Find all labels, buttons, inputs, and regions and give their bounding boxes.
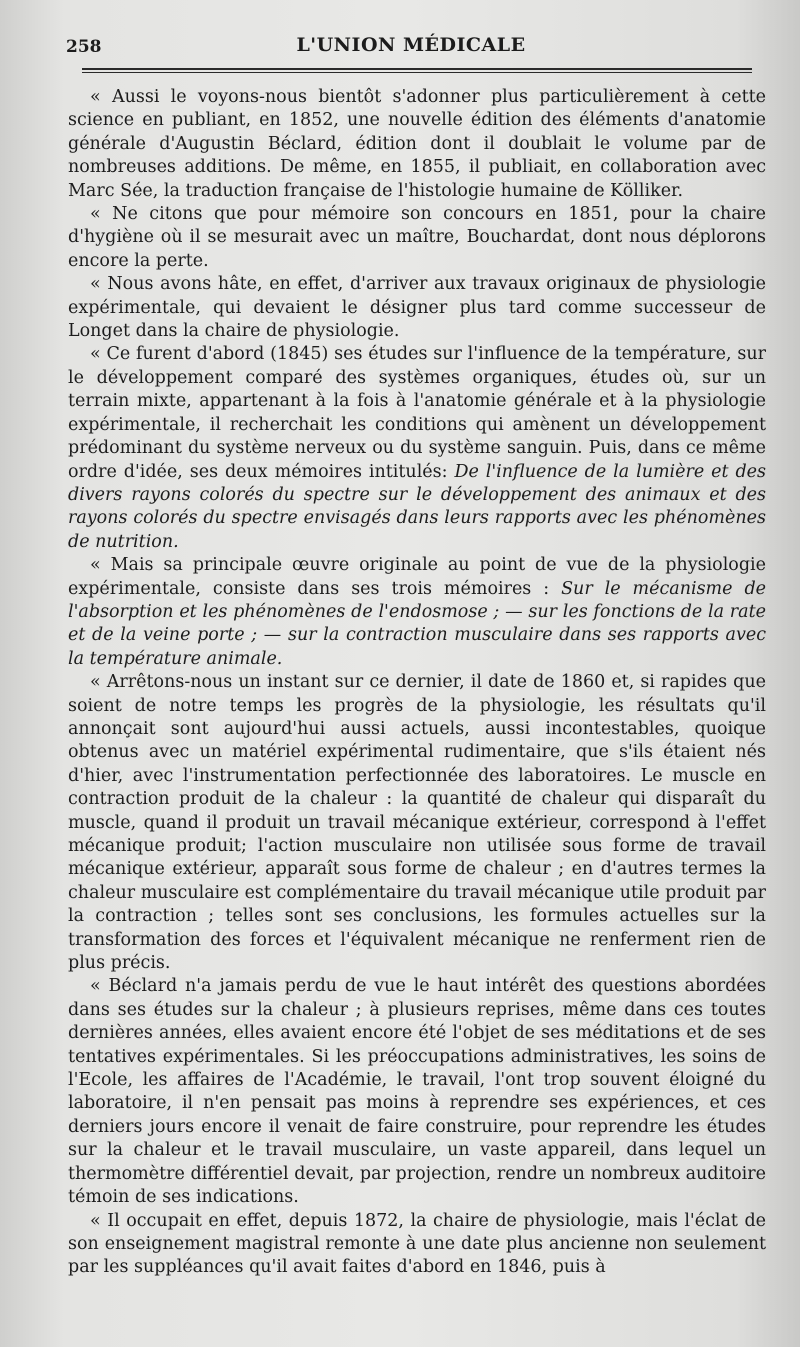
paragraph-5 bbox=[68, 554, 766, 671]
paragraph-6: « Arrêtons-nous un instant sur ce dernier, il date de 1860 et, si rapides que soient de notre temps les progrès de la physiologie, les résultats qu'il annonçait sont aujourd'hui aussi actuels, aussi incontestables, quoique obtenus avec un matériel expérimental rudimentaire, que s'ils étaient nés d'hier, avec l'instrumentation perfectionnée des laboratoires. Le muscle en contraction produit de la chaleur : la quantité de chaleur qui disparaît du muscle, quand il produit un travail mécanique extérieur, correspond à l'effet mécanique produit; l'action musculaire non utilisée sous forme de travail mécanique extérieur, apparaît sous forme de chaleur ; en d'autres termes la chaleur musculaire est complémentaire du travail mécanique utile produit par la contraction ; telles sont ses conclusions, les formules actuelles sur la transformation des forces et l'équivalent mécanique ne renferment rien de plus précis. bbox=[68, 672, 766, 974]
running-title: L'UNION MÉDICALE bbox=[296, 34, 526, 56]
paragraph-4-text: « Ce furent d'abord (1845) ses études sur l'influence de la température, sur le développement comparé des systèmes organiques, études où, sur un terrain mixte, appartenant à la fois à l'anatomie générale et à la physiologie expérimentale, il recherchait les conditions qui amènent un développement prédominant du système nerveux ou du système sanguin. Puis, dans ce même ordre d'idée, ses deux mémoires intitulés: bbox=[68, 344, 766, 482]
page-header bbox=[66, 34, 756, 64]
page-number: 258 bbox=[66, 37, 102, 57]
paragraph-2: « Ne citons que pour mémoire son concours en 1851, pour la chaire d'hygiène où il se mesurait avec un maître, Bouchardat, dont nous déplorons encore la perte. bbox=[68, 204, 766, 271]
paragraph-3: « Nous avons hâte, en effet, d'arriver aux travaux originaux de physiologie expérimentale, qui devaient le désigner plus tard comme successeur de Longet dans la chaire de physiologie. bbox=[68, 274, 766, 342]
paragraph-5-titles: Sur le mécanisme de l'absorption et les phénomènes de l'endosmose ; — sur les fonctions de la rate et de la veine porte ; — sur la contraction musculaire dans ses rapports avec la température animale. bbox=[68, 578, 766, 669]
paragraph-4-title: De l'influence de la lumière et des divers rayons colorés du spectre sur le développement des animaux et des rayons colorés du spectre envisagés dans leurs rapports avec les phénomènes de nutrition. bbox=[68, 461, 766, 552]
paragraph-5-text: « Mais sa principale œuvre originale au point de vue de la physiologie expérimentale, consiste dans ses trois mémoires : bbox=[68, 555, 766, 599]
paragraph-4 bbox=[68, 343, 766, 554]
paragraph-7: « Béclard n'a jamais perdu de vue le haut intérêt des questions abordées dans ses études sur la chaleur ; à plusieurs reprises, même dans ces toutes dernières années, elles avaient encore été l'objet de ses méditations et de ses tentatives expérimentales. Si les préoccupations administratives, les soins de l'Ecole, les affaires de l'Académie, le travail, l'ont trop souvent éloigné du laboratoire, il n'en pensait pas moins à reprendre ses expériences, et ces derniers jours encore il venait de faire construire, pour reprendre les études sur la chaleur et le travail musculaire, un vaste appareil, dans lequel un thermomètre différentiel devait, par projection, rendre un nombreux auditoire témoin de ses indications. bbox=[68, 976, 766, 1208]
paragraph-1: « Aussi le voyons-nous bientôt s'adonner plus particulièrement à cette science en publiant, en 1852, une nouvelle édition des éléments d'anatomie générale d'Augustin Béclard, édition dont il doublait le volume par de nombreuses additions. De même, en 1855, il publiait, en collaboration avec Marc Sée, la traduction française de l'histologie humaine de Kölliker. bbox=[68, 87, 766, 201]
header-rule bbox=[82, 68, 752, 70]
article-body bbox=[68, 86, 766, 1280]
paragraph-8: « Il occupait en effet, depuis 1872, la chaire de physiologie, mais l'éclat de son enseignement magistral remonte à une date plus ancienne non seulement par les suppléances qu'il avait faites d'abord en 1846, puis à bbox=[68, 1210, 766, 1278]
